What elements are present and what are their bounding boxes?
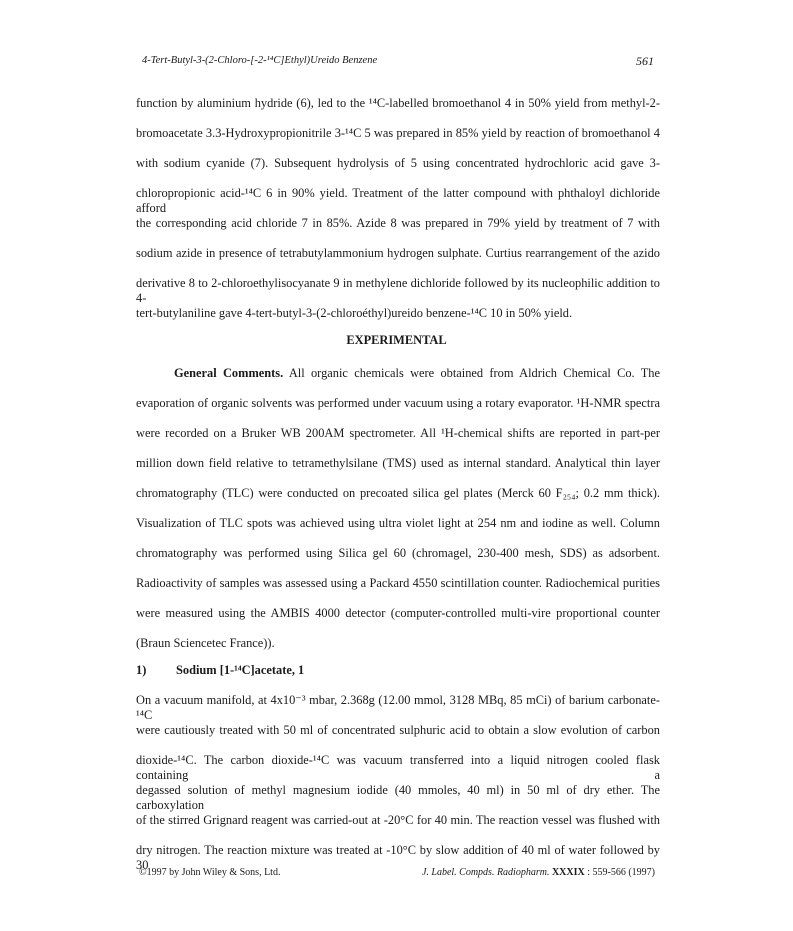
text-line: the corresponding acid chloride 7 in 85%. Azide 8 was prepared in 79% yield by treatment of 7 with bbox=[136, 216, 660, 230]
copyright-notice: ©1997 by John Wiley & Sons, Ltd. bbox=[139, 867, 281, 878]
text-line: were recorded on a Bruker WB 200AM spectrometer. All ¹H-chemical shifts are reported in part-per bbox=[136, 426, 660, 440]
text-line: with sodium cyanide (7). Subsequent hydrolysis of 5 using concentrated hydrochloric acid gave 3- bbox=[136, 156, 660, 170]
text-line: (Braun Sciencetec France)). bbox=[136, 636, 275, 650]
text-line: dioxide-¹⁴C. The carbon dioxide-¹⁴C was vacuum transferred into a liquid nitrogen cooled flask containing a bbox=[136, 753, 660, 782]
text-line: chloropropionic acid-¹⁴C 6 in 90% yield. Treatment of the latter compound with phthaloyl dichloride afford bbox=[136, 186, 660, 215]
text-line: On a vacuum manifold, at 4x10⁻³ mbar, 2.368g (12.00 mmol, 3128 MBq, 85 mCi) of barium carbonate-¹⁴C bbox=[136, 693, 660, 722]
text-line: General Comments. All organic chemicals were obtained from Aldrich Chemical Co. The bbox=[174, 366, 660, 380]
running-title: 4-Tert-Butyl-3-(2-Chloro-[-2-¹⁴C]Ethyl)Ureido Benzene bbox=[142, 55, 378, 66]
journal-volume: XXXIX bbox=[551, 867, 585, 878]
subsection-heading bbox=[136, 663, 304, 678]
text-line: derivative 8 to 2-chloroethylisocyanate 9 in methylene dichloride followed by its nucleophilic addition to 4- bbox=[136, 276, 660, 305]
text-line: evaporation of organic solvents was performed under vacuum using a rotary evaporator. ¹H-NMR spectra bbox=[136, 396, 660, 410]
text-line: bromoacetate 3.3-Hydroxypropionitrile 3-¹⁴C 5 was prepared in 85% yield by reaction of bromoethanol 4 bbox=[136, 126, 660, 140]
text-line: were cautiously treated with 50 ml of concentrated sulphuric acid to obtain a slow evolution of carbon bbox=[136, 723, 660, 737]
text-line: degassed solution of methyl magnesium iodide (40 mmoles, 40 ml) in 50 ml of dry ether. The carboxylation bbox=[136, 783, 660, 812]
text-line: million down field relative to tetramethylsilane (TMS) used as internal standard. Analytical thin layer bbox=[136, 456, 660, 470]
text-line: chromatography was performed using Silica gel 60 (chromagel, 230-400 mesh, SDS) as adsorbent. bbox=[136, 546, 660, 560]
text-line: of the stirred Grignard reagent was carried-out at -20°C for 40 min. The reaction vessel was flushed with bbox=[136, 813, 660, 827]
journal-citation: J. Label. Compds. Radiopharm. XXXIX : 559-566 (1997) bbox=[421, 867, 655, 878]
text-line: were measured using the AMBIS 4000 detector (computer-controlled multi-vire proportional counter bbox=[136, 606, 660, 620]
text-line: Radioactivity of samples was assessed using a Packard 4550 scintillation counter. Radiochemical purities bbox=[136, 576, 660, 590]
text-line: function by aluminium hydride (6), led to the ¹⁴C-labelled bromoethanol 4 in 50% yield from methyl-2- bbox=[136, 96, 660, 110]
text-line: sodium azide in presence of tetrabutylammonium hydrogen sulphate. Curtius rearrangement of the azido bbox=[136, 246, 660, 260]
subsection-title: Sodium [1-¹⁴C]acetate, 1 bbox=[176, 663, 305, 677]
subsection-number: 1) bbox=[136, 663, 147, 677]
section-title: EXPERIMENTAL bbox=[346, 333, 447, 347]
page-number: 561 bbox=[636, 54, 654, 68]
text-line: tert-butylaniline gave 4-tert-butyl-3-(2-chloroéthyl)ureido benzene-¹⁴C 10 in 50% yield. bbox=[136, 306, 573, 320]
text-line: dry nitrogen. The reaction mixture was treated at -10°C by slow addition of 40 ml of water followed by 30 bbox=[136, 843, 660, 872]
text-line: Visualization of TLC spots was achieved using ultra violet light at 254 nm and iodine as well. Column bbox=[136, 516, 660, 530]
text-line: chromatography (TLC) were conducted on precoated silica gel plates (Merck 60 F₂₅₄; 0.2 mm thick). bbox=[136, 486, 660, 500]
general-comments-heading: General Comments. bbox=[174, 366, 284, 380]
